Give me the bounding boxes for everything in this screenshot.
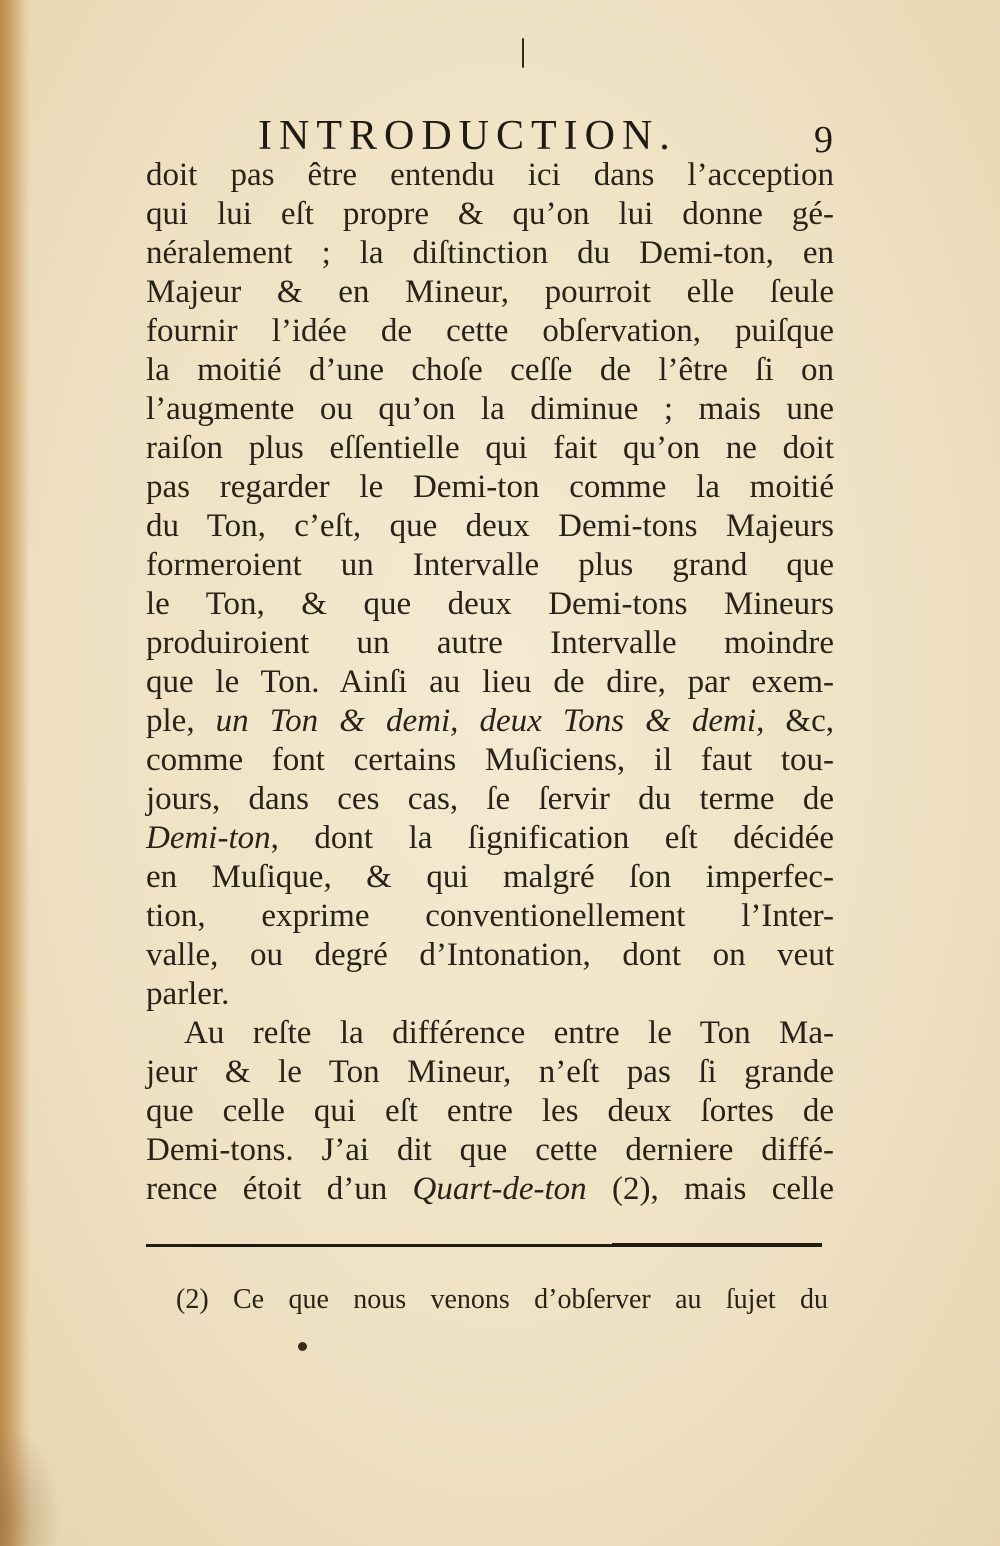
paper-stain — [0, 1420, 60, 1546]
text-line: Demi-tons. J’ai dit que cette derniere diffé- — [146, 1132, 834, 1168]
text-line: en Muſique, & qui malgré ſon imperfec- — [146, 859, 834, 895]
text-line: tion, exprime conventionellement l’Inter- — [146, 898, 834, 934]
text-line: le Ton, & que deux Demi-tons Mineurs — [146, 586, 834, 622]
footnote: (2) Ce que nous venons d’obſerver au ſujet du — [176, 1284, 828, 1315]
running-header — [258, 112, 833, 161]
text-line: raiſon plus eſſentielle qui fait qu’on ne doit — [146, 430, 834, 466]
main-text — [146, 156, 834, 1209]
text-line: l’augmente ou qu’on la diminue ; mais une — [146, 391, 834, 427]
text-line: la moitié d’une choſe ceſſe de l’être ſi on — [146, 352, 834, 388]
text-line: du Ton, c’eſt, que deux Demi-tons Majeurs — [146, 508, 834, 544]
text-segment: , dont la ſignification eſt décidée — [270, 820, 834, 856]
text-line: formeroient un Intervalle plus grand que — [146, 547, 834, 583]
text-line: jeur & le Ton Mineur, n’eſt pas ſi grande — [146, 1054, 834, 1090]
text-line-mixed — [146, 819, 834, 858]
text-line: pas regarder le Demi-ton comme la moitié — [146, 469, 834, 505]
text-segment: (2), mais celle — [586, 1171, 834, 1207]
text-line: que celle qui eſt entre les deux ſortes de — [146, 1093, 834, 1129]
text-segment: rence étoit d’un — [146, 1171, 413, 1207]
text-segment: ple, — [146, 703, 216, 739]
text-line: comme font certains Muſiciens, il faut tou- — [146, 742, 834, 778]
footnote-rule-thin — [612, 1243, 822, 1245]
paragraph-start-line: Au reſte la différence entre le Ton Ma- — [184, 1015, 834, 1051]
text-line: doit pas être entendu ici dans l’acception — [146, 157, 834, 193]
italic-segment: un Ton & demi, deux Tons & demi — [215, 703, 757, 739]
text-line: que le Ton. Ainſi au lieu de dire, par exem- — [146, 664, 834, 700]
italic-segment: Quart-de-ton — [412, 1171, 587, 1207]
text-line-mixed — [146, 1170, 834, 1209]
text-line: jours, dans ces cas, ſe ſervir du terme de — [146, 781, 834, 817]
text-line: Majeur & en Mineur, pourroit elle ſeule — [146, 274, 834, 310]
text-line: néralement ; la diſtinction du Demi-ton, en — [146, 235, 834, 271]
text-line: qui lui eſt propre & qu’on lui donne gé- — [146, 196, 834, 232]
ink-speck — [522, 38, 524, 68]
text-line-mixed — [146, 702, 834, 741]
page-spine-shadow — [0, 0, 30, 1546]
running-title: INTRODUCTION. — [258, 113, 677, 159]
page-number: 9 — [814, 119, 833, 161]
text-segment: , &c, — [756, 703, 834, 739]
text-line: valle, ou degré d’Intonation, dont on veut — [146, 937, 834, 973]
text-line: fournir l’idée de cette obſervation, puiſque — [146, 313, 834, 349]
text-line: parler. — [146, 976, 230, 1012]
italic-segment: Demi-ton — [146, 820, 271, 856]
text-line: produiroient un autre Intervalle moindre — [146, 625, 834, 661]
ink-speck — [298, 1342, 307, 1351]
